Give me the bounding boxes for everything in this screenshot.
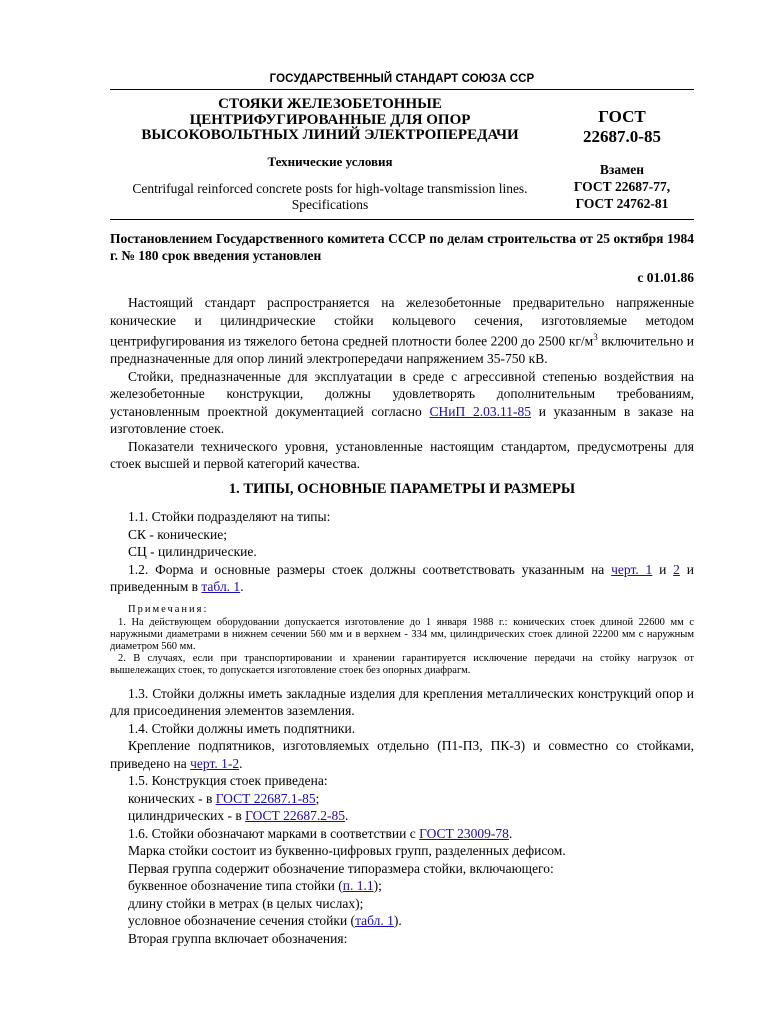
standard-series-title: ГОСУДАРСТВЕННЫЙ СТАНДАРТ СОЮЗА ССР <box>269 73 535 85</box>
replaces-label: Взамен <box>599 162 645 177</box>
note-item: 1. На действующем оборудовании допускается изготовление до 1 января 1988 г.: конических стоек длиной 22600 мм с наружными диаметрами в нижнем сечении 560 мм и в верхнем - 334 мм, цилиндрических стоек длиной 22200 мм с наружным диаметром 560 мм. <box>110 616 694 652</box>
construction-item: цилиндрических - в ГОСТ 22687.2-85. <box>128 808 349 823</box>
document-subtitle: Технические условия <box>267 153 393 169</box>
type-item: СК - конические; <box>128 526 227 542</box>
replaces-standard: ГОСТ 24762-81 <box>575 196 669 211</box>
document-title-line: ЦЕНТРИФУГИРОВАННЫЕ ДЛЯ ОПОР <box>189 111 471 128</box>
type-item: СЦ - цилиндрические. <box>128 544 257 559</box>
construction-item: конических - в ГОСТ 22687.1-85; <box>128 790 320 806</box>
gost-code-block <box>550 107 694 212</box>
notes-title: Примечания: <box>128 603 209 615</box>
group-1-paragraph: Первая группа содержит обозначение типоразмера стойки, включающего: <box>128 860 554 876</box>
clause-1-6: 1.6. Стойки обозначают марками в соответствии с ГОСТ 23009-78. <box>128 825 513 841</box>
mounting-paragraph: Крепление подпятников, изготовляемых отдельно (П1-П3, ПК-3) и совместно со стойками, приведено на черт. 1-2. <box>110 738 694 771</box>
gost-22687-2-link[interactable]: ГОСТ 22687.2-85 <box>245 808 346 823</box>
document-title-line: ВЫСОКОВОЛЬТНЫХ ЛИНИЙ ЭЛЕКТРОПЕРЕДАЧИ <box>141 127 519 143</box>
replaces-block <box>550 161 694 212</box>
notes-block <box>110 604 694 677</box>
effective-date: с 01.01.86 <box>637 270 694 285</box>
gost-code-number: 22687.0-85 <box>583 127 661 146</box>
group-item: условное обозначение сечения стойки (табл. 1). <box>128 913 402 928</box>
gost-22687-1-link[interactable]: ГОСТ 22687.1-85 <box>215 790 316 806</box>
drawing-2-link[interactable]: 2 <box>673 561 680 577</box>
clause-1-1-link[interactable]: п. 1.1 <box>342 878 374 893</box>
gost-code-label: ГОСТ <box>598 107 646 126</box>
title-block <box>110 97 550 213</box>
clause-1-5: 1.5. Конструкция стоек приведена: <box>128 773 328 788</box>
clause-1-3: 1.3. Стойки должны иметь закладные изделия для крепления металлических конструкций опор и для присоединения элементов заземления. <box>110 685 694 718</box>
intro-paragraph: Настоящий стандарт распространяется на железобетонные предварительно напряженные конические и цилиндрические стойки кольцевого сечения, изготовляемые методом центрифугирования из тяжелого бетона средней плотности более 2200 до 2500 $кг/м^3$ включительно и предназначенные для опор линий электропередачи напряжением 35-750 кВ. <box>110 295 694 366</box>
table-1-link[interactable]: табл. 1 <box>355 913 394 928</box>
table-1-link[interactable]: табл. 1 <box>201 579 241 594</box>
clause-1-1: 1.1. Стойки подразделяют на типы: <box>128 509 331 524</box>
clause-1-4: 1.4. Стойки должны иметь подпятники. <box>128 720 356 736</box>
superscript: 3 <box>593 332 598 342</box>
replaces-standard: ГОСТ 22687-77, <box>573 179 671 194</box>
snip-link[interactable]: СНиП 2.03.11-85 <box>429 403 531 419</box>
intro-paragraph: Показатели технического уровня, установленные настоящим стандартом, предусмотрены для стоек высшей и первой категорий качества. <box>110 438 694 471</box>
group-item: длину стойки в метрах (в целых числах); <box>128 895 364 911</box>
mark-paragraph: Марка стойки состоит из буквенно-цифровых групп, разделенных дефисом. <box>128 843 566 858</box>
intro-paragraph: Стойки, предназначенные для эксплуатации в среде с агрессивной степенью воздействия на железобетонные конструкции, должны удовлетворять дополнительным требованиям, установленным проектной документацией согласно СНиП 2.03.11-85 и указанным в заказе на изготовление стоек. <box>110 368 695 436</box>
section-heading: 1. ТИПЫ, ОСНОВНЫЕ ПАРАМЕТРЫ И РАЗМЕРЫ <box>228 480 576 497</box>
group-2-paragraph: Вторая группа включает обозначения: <box>128 930 348 946</box>
drawing-1-link[interactable]: черт. 1 <box>611 561 653 577</box>
header-bottom-rule <box>110 219 694 220</box>
gost-code <box>550 107 694 147</box>
clause-1-2: 1.2. Форма и основные размеры стоек должны соответствовать указанным на черт. 1 и 2 и приведенным в табл. 1. <box>110 561 694 594</box>
document-title <box>110 97 550 144</box>
english-title: Centrifugal reinforced concrete posts for high-voltage transmission lines. Specifications <box>132 180 528 212</box>
group-item: буквенное обозначение типа стойки (п. 1.1); <box>128 878 382 893</box>
header-top-rule <box>110 89 694 90</box>
decree-text: Постановлением Государственного комитета СССР по делам строительства от 25 октября 1984 г. № 180 срок введения установлен <box>110 231 694 263</box>
drawing-1-2-link[interactable]: черт. 1-2 <box>190 755 240 771</box>
gost-23009-link[interactable]: ГОСТ 23009-78 <box>419 825 509 841</box>
document-title-line: СТОЯКИ ЖЕЛЕЗОБЕТОННЫЕ <box>218 96 442 112</box>
document-body <box>110 294 694 947</box>
note-item: 2. В случаях, если при транспортировании и хранении гарантируется исключение передачи на стойку нагрузок от вышележащих стоек, то допускается изготовление стоек без опорных диафрагм. <box>110 652 694 676</box>
